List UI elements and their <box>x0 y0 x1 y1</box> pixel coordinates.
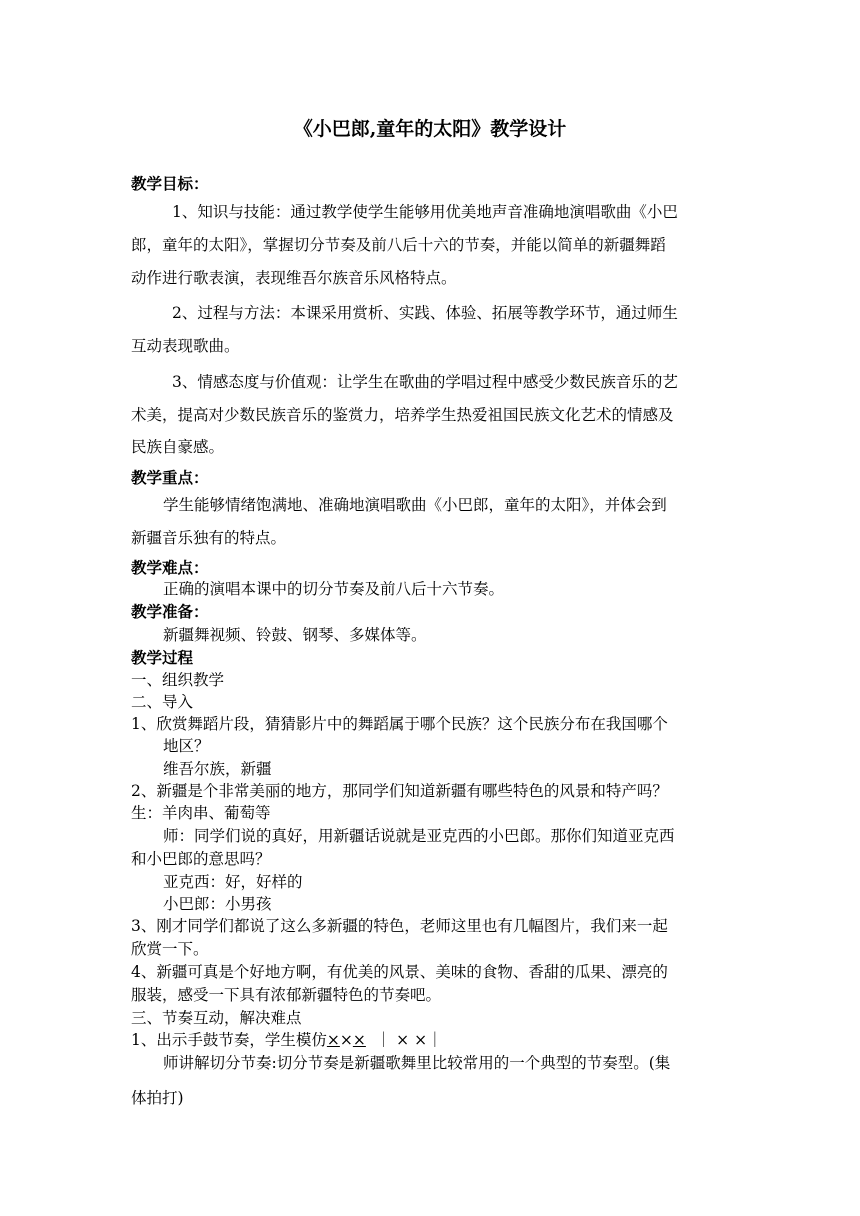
rhythm-note-a: × <box>326 1031 340 1049</box>
question-1-line-1: 1、欣赏舞蹈片段，猜猜影片中的舞蹈属于哪个民族？这个民族分布在我国哪个 <box>131 715 668 733</box>
objective-2-line-1: 2、过程与方法：本课采用赏析、实践、体验、拓展等教学环节，通过师生 <box>172 304 678 322</box>
process-section-2: 二、导入 <box>131 693 194 711</box>
explain-line-1: 师讲解切分节奏:切分节奏是新疆歌舞里比较常用的一个典型的节奏型。(集 <box>163 1054 671 1072</box>
teacher-line-1: 师：同学们说的真好，用新疆话说就是亚克西的小巴郎。那你们知道亚克西 <box>163 827 675 845</box>
definition-2: 小巴郎：小男孩 <box>163 895 272 913</box>
question-1-line-2: 地区？ <box>163 737 210 755</box>
question-3-line-2: 欣赏一下。 <box>131 940 209 958</box>
objective-2-line-2: 互动表现歌曲。 <box>131 337 240 355</box>
objectives-heading: 教学目标： <box>131 174 209 193</box>
process-heading: 教学过程 <box>131 648 194 667</box>
preparation-heading: 教学准备： <box>131 602 209 621</box>
answer-1: 维吾尔族，新疆 <box>163 760 272 778</box>
difficulties-line: 正确的演唱本课中的切分节奏及前八后十六节奏。 <box>163 580 505 598</box>
process-section-3: 三、节奏互动，解决难点 <box>131 1009 302 1027</box>
process-section-1: 一、组织教学 <box>131 671 225 689</box>
explain-line-2: 体拍打) <box>131 1089 184 1107</box>
rhythm-note-b: × <box>339 1031 353 1049</box>
rhythm-prefix: 1、出示手鼓节奏，学生模仿 <box>131 1031 327 1049</box>
document-title: 《小巴郎,童年的太阳》教学设计 <box>293 118 567 140</box>
definition-1: 亚克西：好，好样的 <box>163 873 303 891</box>
key-points-line-2: 新疆音乐独有的特点。 <box>131 529 287 547</box>
objective-1-line-3: 动作进行歌表演，表现维吾尔族音乐风格特点。 <box>131 269 457 287</box>
answer-2: 生：羊肉串、葡萄等 <box>131 804 271 822</box>
difficulties-heading: 教学难点： <box>131 558 209 577</box>
question-4-line-2: 服装，感受一下具有浓郁新疆特色的节奏吧。 <box>131 986 442 1004</box>
question-3-line-1: 3、刚才同学们都说了这么多新疆的特色，老师这里也有几幅图片，我们来一起 <box>131 917 668 935</box>
rhythm-note-c: × <box>352 1031 366 1049</box>
rhythm-tail: ｜ × ×｜ <box>375 1031 443 1049</box>
key-points-line-1: 学生能够情绪饱满地、准确地演唱歌曲《小巴郎，童年的太阳》，并体会到 <box>163 496 667 514</box>
objective-3-line-3: 民族自豪感。 <box>131 438 225 456</box>
objective-3-line-1: 3、情感态度与价值观：让学生在歌曲的学唱过程中感受少数民族音乐的艺 <box>172 373 678 391</box>
preparation-line: 新疆舞视频、铃鼓、钢琴、多媒体等。 <box>163 626 427 644</box>
objective-1-line-1: 1、知识与技能：通过教学使学生能够用优美地声音准确地演唱歌曲《小巴 <box>172 203 678 221</box>
objective-1-line-2: 郎，童年的太阳》，掌握切分节奏及前八后十六的节奏，并能以简单的新疆舞蹈 <box>131 236 666 254</box>
teacher-line-2: 和小巴郎的意思吗？ <box>131 850 271 868</box>
key-points-heading: 教学重点： <box>131 468 209 487</box>
objective-3-line-2: 术美，提高对少数民族音乐的鉴赏力，培养学生热爱祖国民族文化艺术的情感及 <box>131 406 674 424</box>
rhythm-line <box>131 1029 443 1051</box>
question-4-line-1: 4、新疆可真是个好地方啊，有优美的风景、美味的食物、香甜的瓜果、漂亮的 <box>131 963 668 981</box>
question-2: 2、新疆是个非常美丽的地方，那同学们知道新疆有哪些特色的风景和特产吗？ <box>131 782 668 800</box>
